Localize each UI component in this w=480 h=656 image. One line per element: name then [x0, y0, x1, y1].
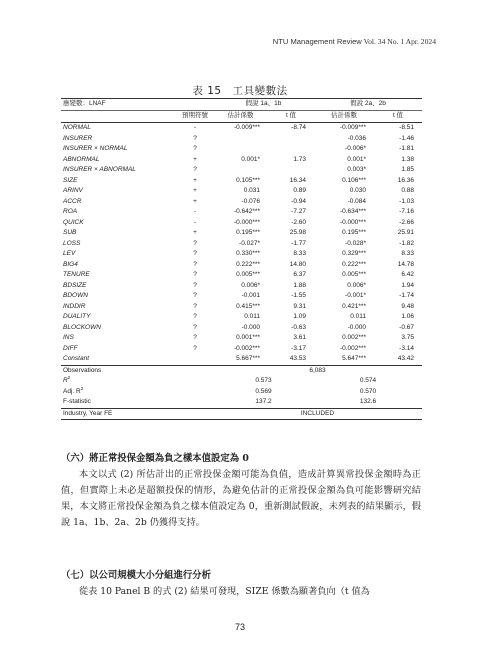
table-row — [61, 291, 422, 302]
t-value-2-cell: -1.81 — [399, 145, 414, 152]
expected-sign-cell: ? — [193, 260, 197, 268]
fixed-effects-row — [61, 408, 422, 420]
t-value-1-cell: 6.37 — [293, 271, 306, 278]
table-body — [61, 123, 422, 366]
t-value-1-cell: -8.74 — [291, 124, 306, 131]
expected-sign-cell: ? — [193, 323, 197, 331]
table-row — [61, 186, 422, 197]
expected-sign-cell — [177, 354, 213, 365]
table-row — [61, 239, 422, 250]
variable-cell: ARINV — [63, 187, 83, 194]
coef-2-cell: 0.106*** — [342, 176, 366, 184]
table-row — [61, 344, 422, 355]
t-value-1-cell: 16.34 — [289, 176, 306, 184]
expected-sign-cell: ? — [193, 281, 197, 289]
adj-r2-row — [61, 387, 422, 398]
t-value-2-cell: -2.66 — [399, 218, 414, 226]
coef-2-cell: 0.011 — [350, 313, 366, 320]
subheader-t-1: t 值 — [268, 111, 314, 123]
variable-cell: ABNORMAL — [63, 155, 100, 163]
table-row — [61, 270, 422, 281]
page-number: 73 — [234, 622, 245, 632]
variable-cell: INSURER — [63, 134, 93, 142]
coef-1-cell: -0.027* — [239, 239, 260, 247]
variable-cell: BLOCKOWN — [63, 323, 101, 331]
table-row — [61, 281, 422, 292]
adj-r2-value-1: 0.569 — [255, 387, 272, 395]
coef-2-cell: -0.634*** — [339, 208, 366, 215]
t-value-2-cell: 43.42 — [397, 355, 414, 362]
table-row — [61, 312, 422, 323]
group2-label: 假說 2a、2b — [314, 99, 422, 111]
table-row — [61, 228, 422, 239]
t-value-2-cell: -1.46 — [399, 134, 414, 142]
variable-cell: LOSS — [63, 239, 81, 247]
table-row — [61, 144, 422, 155]
coef-1-cell — [213, 165, 268, 176]
coef-2-cell: -0.036 — [347, 134, 366, 142]
coef-1-cell: 0.005*** — [236, 271, 260, 278]
coef-1-cell: 0.001* — [241, 155, 260, 163]
subheader-t-2: t 值 — [374, 111, 422, 123]
expected-sign-cell: + — [193, 229, 197, 236]
coef-1-cell: 0.031 — [243, 187, 260, 194]
coef-1-cell: 0.415*** — [236, 302, 260, 310]
section-6-paragraph: 本文以式 (2) 所估計出的正常投保金額可能為負值，造成計算異常投保金額時為正值，但實際上未必是超額投保的情形，為避免估計的正常投保金額為負可能影響研究結果，本文將正常投保金額為負之樣本值設定為 0，重新測試假說，未列表的結果顯示，假說 1a、1b、2a、2b 仍獲得支持。 — [61, 469, 421, 528]
coef-2-cell: 0.222*** — [342, 260, 366, 268]
expected-sign-cell: ? — [193, 145, 197, 152]
variable-cell: ACCR — [63, 197, 82, 205]
t-value-2-cell: 0.88 — [401, 187, 414, 194]
adj-r2-label: Adj. $R^2$ — [63, 385, 84, 395]
t-value-1-cell: 1.73 — [293, 155, 306, 163]
variable-cell: DIFF — [63, 344, 78, 352]
variable-cell: QUICK — [63, 218, 84, 226]
t-value-2-cell: -1.74 — [399, 292, 414, 299]
coef-2-cell: -0.000 — [347, 323, 366, 331]
r2-row — [61, 376, 422, 387]
r2-value-1: 0.573 — [255, 377, 272, 384]
t-value-2-cell: 9.48 — [401, 302, 414, 310]
table-row — [61, 207, 422, 218]
coef-2-cell: -0.006* — [345, 145, 366, 152]
table-row — [61, 197, 422, 208]
coef-2-cell: -0.009*** — [339, 124, 366, 131]
variable-cell: NORMAL — [63, 124, 91, 131]
fstat-value-2: 132.6 — [359, 398, 377, 405]
t-value-2-cell: 1.06 — [401, 313, 414, 320]
r2-label: $R^2$ — [63, 375, 71, 384]
table-row — [61, 165, 422, 176]
t-value-1-cell: 8.33 — [293, 250, 306, 257]
variable-cell: DUALITY — [63, 313, 91, 320]
coef-1-cell: 5.667*** — [236, 355, 260, 362]
t-value-2-cell: 16.36 — [397, 176, 414, 184]
coef-1-cell: -0.076 — [241, 197, 260, 205]
variable-cell: TENURE — [63, 271, 90, 278]
coef-1-cell: -0.000 — [241, 323, 260, 331]
table-row — [61, 323, 422, 334]
table-row — [61, 218, 422, 229]
coef-2-cell: -0.084 — [347, 197, 366, 205]
t-value-1-cell: 14.80 — [289, 260, 306, 268]
t-value-2-cell: 6.42 — [401, 271, 414, 278]
table-row — [61, 354, 422, 365]
coef-1-cell: 0.006* — [241, 281, 260, 289]
section-6 — [61, 451, 421, 531]
variable-cell: INSURER × ABNORMAL — [63, 166, 136, 173]
subheader-coef-2: 估計係數 — [314, 111, 374, 123]
t-value-2-cell: -7.16 — [399, 208, 414, 215]
coef-1-cell: -0.642*** — [233, 208, 260, 215]
variable-cell: SIZE — [63, 176, 78, 184]
t-value-1-cell: -2.60 — [291, 218, 306, 226]
table-row — [61, 333, 422, 344]
t-value-1-cell: 25.98 — [289, 229, 306, 236]
coef-1-cell: -0.009*** — [233, 124, 260, 131]
coef-1-cell: 0.330*** — [236, 250, 260, 257]
expected-sign-cell: + — [193, 176, 197, 184]
t-value-1-cell — [268, 134, 314, 145]
coef-1-cell — [213, 144, 268, 155]
coef-2-cell: 5.647*** — [342, 355, 366, 362]
variable-cell: BDOWN — [63, 292, 88, 299]
t-value-1-cell: 1.09 — [293, 313, 306, 320]
coef-2-cell: 0.003* — [347, 166, 366, 173]
coef-1-cell — [213, 134, 268, 145]
table-row — [61, 249, 422, 260]
expected-sign-cell: + — [193, 187, 197, 194]
table-header-row-2 — [61, 111, 422, 123]
observations-label: Observations — [61, 365, 177, 376]
fstat-row — [61, 397, 422, 408]
r2-value-2: 0.574 — [359, 377, 377, 384]
group1-label: 假說 1a、1b — [213, 99, 314, 111]
t-value-1-cell: -1.55 — [291, 292, 306, 299]
coef-2-cell: -0.000*** — [339, 218, 366, 226]
expected-sign-cell: - — [193, 124, 197, 131]
regression-table — [61, 98, 422, 420]
t-value-2-cell: 25.91 — [397, 229, 414, 236]
t-value-2-cell: -3.14 — [399, 344, 414, 352]
running-head — [273, 37, 436, 46]
t-value-2-cell: 1.38 — [401, 155, 414, 163]
fixed-effects-label: Industry, Year FE — [61, 408, 177, 420]
fstat-label: F-statistic — [63, 398, 91, 405]
coef-2-cell: 0.329*** — [342, 250, 366, 257]
table-row — [61, 123, 422, 134]
expected-sign-cell: - — [193, 208, 197, 215]
variable-cell: LEV — [63, 250, 76, 257]
expected-sign-cell: ? — [193, 344, 197, 352]
expected-sign-cell: - — [193, 218, 197, 226]
table-header-row-1 — [61, 99, 422, 111]
table-row — [61, 176, 422, 187]
coef-1-cell: -0.001 — [241, 292, 260, 299]
t-value-1-cell: -7.27 — [291, 208, 306, 215]
t-value-1-cell: 3.61 — [293, 334, 306, 341]
expected-sign-cell: ? — [193, 302, 197, 310]
variable-cell: SUB — [63, 229, 77, 236]
coef-2-cell: 0.002*** — [342, 334, 366, 341]
t-value-1-cell — [268, 165, 314, 176]
coef-1-cell: 0.222*** — [236, 260, 260, 268]
t-value-2-cell: -8.51 — [399, 124, 414, 131]
section-7-heading: （七）以公司規模大小分組進行分析 — [61, 570, 212, 581]
t-value-2-cell: -1.82 — [399, 239, 414, 247]
table-row — [61, 302, 422, 313]
coef-1-cell: -0.000*** — [233, 218, 260, 226]
t-value-1-cell: -1.77 — [291, 239, 306, 247]
t-value-2-cell: 14.78 — [397, 260, 414, 268]
t-value-1-cell: 43.53 — [289, 355, 306, 362]
t-value-2-cell: 8.33 — [401, 250, 414, 257]
t-value-2-cell: -0.67 — [399, 323, 414, 331]
variable-cell: BIG4 — [63, 260, 78, 268]
table-row — [61, 134, 422, 145]
adj-r2-value-2: 0.570 — [359, 387, 377, 395]
subheader-expected-sign: 預期符號 — [177, 111, 213, 123]
journal-issue: Vol. 34 No. 1 Apr. 2024 — [363, 37, 436, 46]
expected-sign-cell: ? — [193, 239, 197, 247]
expected-sign-cell: ? — [193, 313, 197, 320]
t-value-2-cell: 3.75 — [401, 334, 414, 341]
observations-value: 6,083 — [213, 365, 422, 376]
journal-name: NTU Management Review — [272, 37, 362, 46]
coef-2-cell: 0.005*** — [342, 271, 366, 278]
expected-sign-cell: + — [193, 155, 197, 163]
table-row — [61, 155, 422, 166]
coef-2-cell: 0.195*** — [342, 229, 366, 236]
variable-cell: INS — [63, 334, 74, 341]
section-7-paragraph: 從表 10 Panel B 的式 (2) 結果可發現，SIZE 係數為顯著負向（t 值為 — [79, 586, 370, 597]
variable-cell: BDSIZE — [63, 281, 87, 289]
section-7 — [61, 568, 421, 600]
coef-2-cell: 0.421*** — [342, 302, 366, 310]
t-value-1-cell: -0.63 — [291, 323, 306, 331]
subheader-coef-1: 估計係數 — [213, 111, 268, 123]
t-value-1-cell: -3.17 — [291, 344, 306, 352]
expected-sign-cell: ? — [193, 292, 197, 299]
t-value-1-cell: 9.31 — [293, 302, 306, 310]
expected-sign-cell: ? — [193, 271, 197, 278]
expected-sign-cell: ? — [193, 334, 197, 341]
coef-1-cell: 0.195*** — [236, 229, 260, 236]
coef-2-cell: 0.006* — [347, 281, 366, 289]
fixed-effects-value: INCLUDED — [213, 408, 422, 420]
expected-sign-cell: ? — [193, 134, 197, 142]
coef-1-cell: 0.011 — [244, 313, 260, 320]
coef-2-cell: -0.001* — [345, 292, 366, 299]
coef-1-cell: -0.002*** — [233, 344, 260, 352]
t-value-2-cell: 1.94 — [401, 281, 414, 289]
t-value-1-cell: 1.88 — [293, 281, 306, 289]
variable-cell: Constant — [63, 355, 90, 362]
variable-cell: ROA — [63, 208, 78, 215]
t-value-1-cell: -0.94 — [291, 197, 306, 205]
dependent-variable-label: 應變數：LNAF — [61, 99, 177, 111]
table-title: 表 15 工具變數法 — [192, 85, 288, 97]
t-value-1-cell: 0.89 — [293, 187, 306, 194]
coef-2-cell: 0.030 — [349, 187, 366, 194]
expected-sign-cell: ? — [193, 250, 197, 257]
coef-1-cell: 0.001*** — [236, 334, 260, 341]
table-row — [61, 260, 422, 271]
t-value-2-cell: 1.85 — [401, 166, 414, 173]
expected-sign-cell: + — [193, 197, 197, 205]
variable-cell: INSURER × NORMAL — [63, 145, 128, 152]
variable-cell: INDDIR — [63, 302, 86, 310]
coef-2-cell: -0.028* — [345, 239, 366, 247]
coef-2-cell: 0.001* — [347, 155, 366, 163]
t-value-1-cell — [268, 144, 314, 155]
expected-sign-cell: ? — [193, 166, 197, 173]
section-6-heading: （六）將正常投保金額為負之樣本值設定為 0 — [61, 453, 249, 464]
observations-row — [61, 365, 422, 376]
t-value-2-cell: -1.03 — [399, 197, 414, 205]
coef-1-cell: 0.105*** — [236, 176, 260, 184]
fstat-value-1: 137.2 — [255, 398, 272, 405]
coef-2-cell: -0.002*** — [339, 344, 366, 352]
